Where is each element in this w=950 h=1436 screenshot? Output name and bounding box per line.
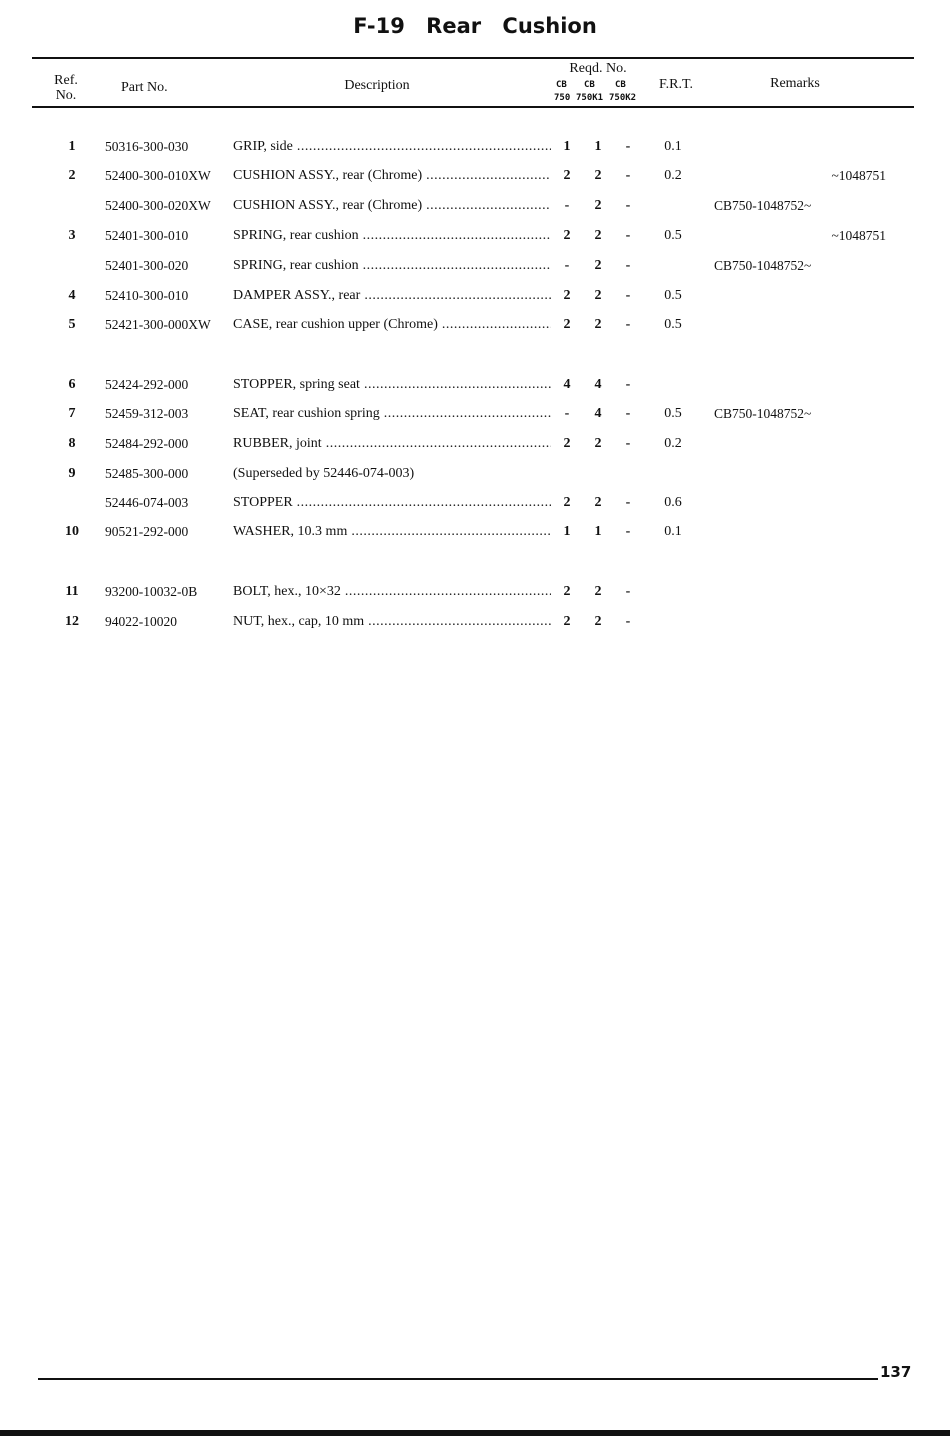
ref-number: 11 [65,584,79,599]
ref-number: 10 [65,524,79,539]
part-number: 52459-312-003 [105,406,189,421]
qty-cb750k1: 4 [594,377,602,392]
header-part-no: Part No. [121,80,168,95]
page-number: 137 [880,1363,912,1381]
qty-cb750: 2 [563,288,571,303]
table-row [0,256,950,278]
header-ref-line2: No. [55,88,77,103]
qty-cb750k2: - [625,524,631,539]
part-description: STOPPER, spring seat ..... [233,377,551,393]
table-row [0,522,950,544]
header-bottom-rule [32,106,914,108]
qty-cb750k1: 2 [594,317,602,332]
remarks: CB750-1048752~ [714,258,812,273]
part-description: GRIP, side ..... [233,139,551,155]
frt-value: 0.5 [664,288,682,303]
qty-cb750k2: - [625,377,631,392]
qty-cb750k2: - [625,317,631,332]
ref-number: 6 [68,377,76,392]
part-number: 52485-300-000 [105,466,189,481]
table-row [0,493,950,515]
qty-cb750k1: 2 [594,436,602,451]
table-row [0,286,950,308]
part-number: 52401-300-020 [105,258,189,273]
part-number: 52484-292-000 [105,436,189,451]
ref-number: 8 [68,436,76,451]
qty-cb750k2: - [625,584,631,599]
qty-cb750k1: 2 [594,288,602,303]
table-row [0,612,950,634]
qty-cb750k1: 1 [594,524,602,539]
qty-cb750k2: - [625,198,631,213]
table-row [0,315,950,337]
part-number: 52400-300-020XW [105,198,211,213]
header-model-750: 750 [554,93,571,103]
header-reqd-no: Reqd. No. [569,61,627,76]
qty-cb750k2: - [625,436,631,451]
qty-cb750: - [564,258,570,273]
part-description: SEAT, rear cushion spring ..... [233,406,551,422]
part-number: 50316-300-030 [105,139,189,154]
qty-cb750: 1 [563,524,571,539]
part-number: 90521-292-000 [105,524,189,539]
qty-cb750: 2 [563,495,571,510]
qty-cb750: 2 [563,168,571,183]
qty-cb750k1: 2 [594,258,602,273]
qty-cb750: 2 [563,317,571,332]
qty-cb750: 2 [563,584,571,599]
table-row [0,137,950,159]
qty-cb750k2: - [625,168,631,183]
part-description: CUSHION ASSY., rear (Chrome) ..... [233,198,551,214]
ref-number: 1 [68,139,76,154]
frt-value: 0.6 [664,495,682,510]
remarks: CB750-1048752~ [714,198,812,213]
table-row [0,404,950,426]
qty-cb750k1: 2 [594,168,602,183]
table-row [0,166,950,188]
part-number: 52400-300-010XW [105,168,211,183]
ref-number: 9 [68,466,76,481]
table-row [0,464,950,486]
ref-number: 5 [68,317,76,332]
ref-number: 12 [65,614,79,629]
remarks: ~1048751 [831,168,886,183]
ref-number: 2 [68,168,76,183]
qty-cb750k1: 4 [594,406,602,421]
table-row [0,226,950,248]
qty-cb750k2: - [625,139,631,154]
frt-value: 0.5 [664,406,682,421]
part-number: 52424-292-000 [105,377,189,392]
qty-cb750k2: - [625,406,631,421]
table-row [0,582,950,604]
table-row [0,375,950,397]
header-ref-line1: Ref. [54,73,78,88]
part-description: CUSHION ASSY., rear (Chrome) ..... [233,168,551,184]
header-model-cb-3: CB [615,80,626,90]
frt-value: 0.1 [664,524,682,539]
qty-cb750k1: 1 [594,139,602,154]
remarks: CB750-1048752~ [714,406,812,421]
qty-cb750: - [564,406,570,421]
remarks: ~1048751 [831,228,886,243]
part-number: 52446-074-003 [105,495,189,510]
qty-cb750: 2 [563,614,571,629]
part-number: 52410-300-010 [105,288,189,303]
frt-value: 0.5 [664,317,682,332]
header-model-750k2: 750K2 [609,93,637,103]
part-description: CASE, rear cushion upper (Chrome) ..... [233,317,551,333]
part-description: BOLT, hex., 10×32 ..... [233,584,551,600]
part-number: 93200-10032-0B [105,584,198,599]
qty-cb750: 1 [563,139,571,154]
qty-cb750k1: 2 [594,584,602,599]
header-model-750k1: 750K1 [576,93,604,103]
frt-value: 0.2 [664,168,682,183]
frt-value: 0.1 [664,139,682,154]
part-description: RUBBER, joint ..... [233,436,551,452]
qty-cb750: - [564,198,570,213]
part-description: WASHER, 10.3 mm ..... [233,524,551,540]
table-row [0,434,950,456]
frt-value: 0.2 [664,436,682,451]
qty-cb750k2: - [625,258,631,273]
header-description: Description [344,78,410,93]
qty-cb750k1: 2 [594,495,602,510]
qty-cb750k1: 2 [594,198,602,213]
part-description: STOPPER ..... [233,495,551,511]
ref-number: 3 [68,228,76,243]
ref-number: 7 [68,406,76,421]
bottom-edge-band [0,1430,950,1436]
part-description: NUT, hex., cap, 10 mm ..... [233,614,551,630]
qty-cb750k2: - [625,228,631,243]
qty-cb750k2: - [625,614,631,629]
part-description: (Superseded by 52446-074-003) [233,466,415,481]
qty-cb750k2: - [625,495,631,510]
part-description: DAMPER ASSY., rear ..... [233,288,551,304]
qty-cb750k2: - [625,288,631,303]
part-description: SPRING, rear cushion ..... [233,258,551,274]
page-title: F-19 Rear Cushion [353,14,597,38]
frt-value: 0.5 [664,228,682,243]
header-remarks: Remarks [770,76,820,91]
qty-cb750: 4 [563,377,571,392]
header-frt: F.R.T. [658,77,693,92]
part-number: 52421-300-000XW [105,317,211,332]
qty-cb750k1: 2 [594,228,602,243]
qty-cb750: 2 [563,228,571,243]
header-top-rule [32,57,914,59]
part-description: SPRING, rear cushion ..... [233,228,551,244]
qty-cb750: 2 [563,436,571,451]
part-number: 52401-300-010 [105,228,189,243]
ref-number: 4 [68,288,76,303]
qty-cb750k1: 2 [594,614,602,629]
table-row [0,196,950,218]
part-number: 94022-10020 [105,614,177,629]
header-model-cb-1: CB [556,80,567,90]
header-model-cb-2: CB [584,80,595,90]
footer-rule [38,1378,878,1380]
